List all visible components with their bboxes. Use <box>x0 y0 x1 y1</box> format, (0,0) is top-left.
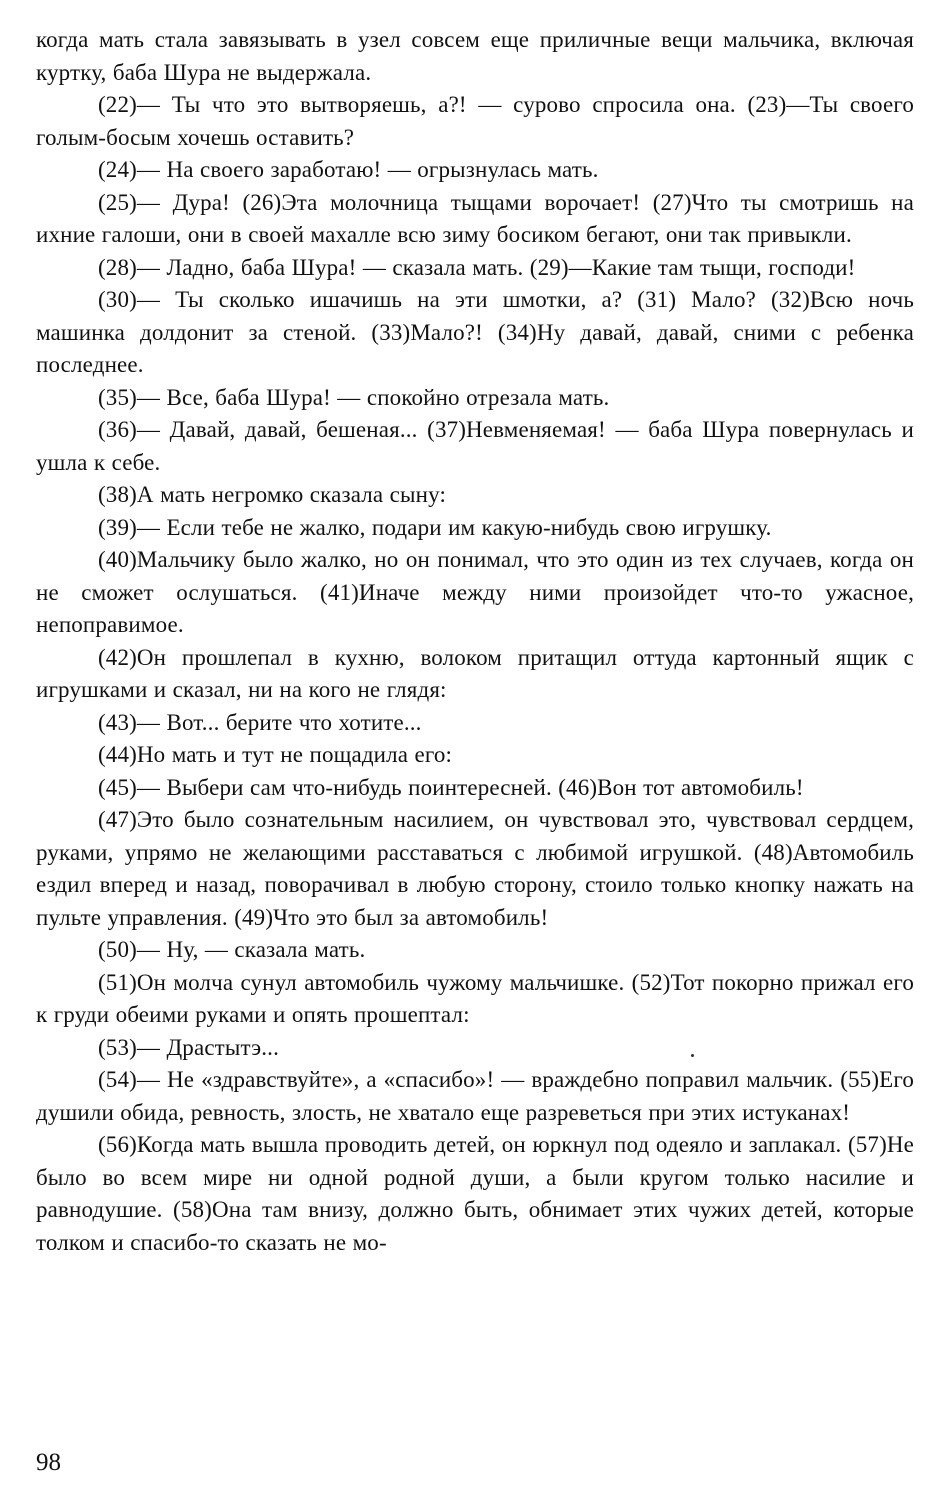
paragraph: (28)— Ладно, баба Шура! — сказала мать. (29)—Какие там тыщи, господи! <box>98 254 856 280</box>
paragraph: (54)— Не «здравствуйте», а «спасибо»! — враждебно поправил мальчик. (55)Его душили обида, ревность, злость, не хватало еще разреветься при этих истуканах! <box>36 1067 914 1125</box>
paragraph: (42)Он прошлепал в кухню, волоком притащил оттуда картонный ящик с игрушками и сказал, ни на кого не глядя: <box>36 644 914 702</box>
paragraph: (35)— Все, баба Шура! — спокойно отрезала мать. <box>98 384 610 410</box>
paragraph: (51)Он молча сунул автомобиль чужому мальчишке. (52)Тот покорно прижал его к груди обеими руками и опять прошептал: <box>36 969 914 1027</box>
paragraph: (24)— На своего заработаю! — огрызнулась мать. <box>98 157 599 182</box>
paragraph: (53)— Драстытэ... <box>98 1034 279 1060</box>
paragraph: (56)Когда мать вышла проводить детей, он юркнул под одеяло и заплакал. (57)Не было во всем мире ни одной родной души, а были кругом только насилие и равнодушие. (58)Она там внизу, должно быть, обнимает этих чужих детей, которые толком и спасибо-то сказать не мо- <box>36 1132 914 1255</box>
paragraph: (50)— Ну, — сказала мать. <box>98 937 366 962</box>
paragraph: (45)— Выбери сам что-нибудь поинтересней. (46)Вон тот автомобиль! <box>98 774 804 800</box>
paragraph: (25)— Дура! (26)Эта молочница тыщами ворочает! (27)Что ты смотришь на ихние галоши, они в своей махалле всю зиму босиком бегают, они так привыкли. <box>36 189 914 247</box>
paragraph: (22)— Ты что это вытворяешь, а?! — сурово спросила она. (23)—Ты своего голым-босым хочешь оставить? <box>36 92 914 150</box>
paragraph-continuation: когда мать стала завязывать в узел совсем еще приличные вещи мальчика, включая куртку, баба Шура не выдержала. <box>36 27 914 85</box>
paragraph: (38)А мать негромко сказала сыну: <box>98 482 446 507</box>
paragraph: (47)Это было сознательным насилием, он чувствовал это, чувствовал сердцем, руками, упрямо не желающими расставаться с любимой игрушкой. (48)Автомобиль ездил вперед и назад, поворачивал в любую сторону, стоило только кнопку нажать на пульте управления. (49)Что это был за автомобиль! <box>36 807 914 930</box>
paragraph: (36)— Давай, давай, бешеная... (37)Невменяемая! — баба Шура повернулась и ушла к себе. <box>36 417 914 475</box>
paragraph: (40)Мальчику было жалко, но он понимал, что это один из тех случаев, когда он не сможет ослушаться. (41)Иначе между ними произойдет что-то ужасное, непоправимое. <box>36 547 914 637</box>
scan-speck <box>691 1054 694 1057</box>
page-number: 98 <box>36 1449 61 1476</box>
paragraph: (43)— Вот... берите что хотите... <box>98 709 422 735</box>
paragraph: (30)— Ты сколько ишачишь на эти шмотки, а? (31) Мало? (32)Всю ночь машинка долдонит за стеной. (33)Мало?! (34)Ну давай, давай, сними с ребенка последнее. <box>36 287 914 377</box>
paragraph: (39)— Если тебе не жалко, подари им какую-нибудь свою игрушку. <box>98 514 772 540</box>
text-body <box>36 24 914 1259</box>
paragraph: (44)Но мать и тут не пощадила его: <box>98 742 453 767</box>
